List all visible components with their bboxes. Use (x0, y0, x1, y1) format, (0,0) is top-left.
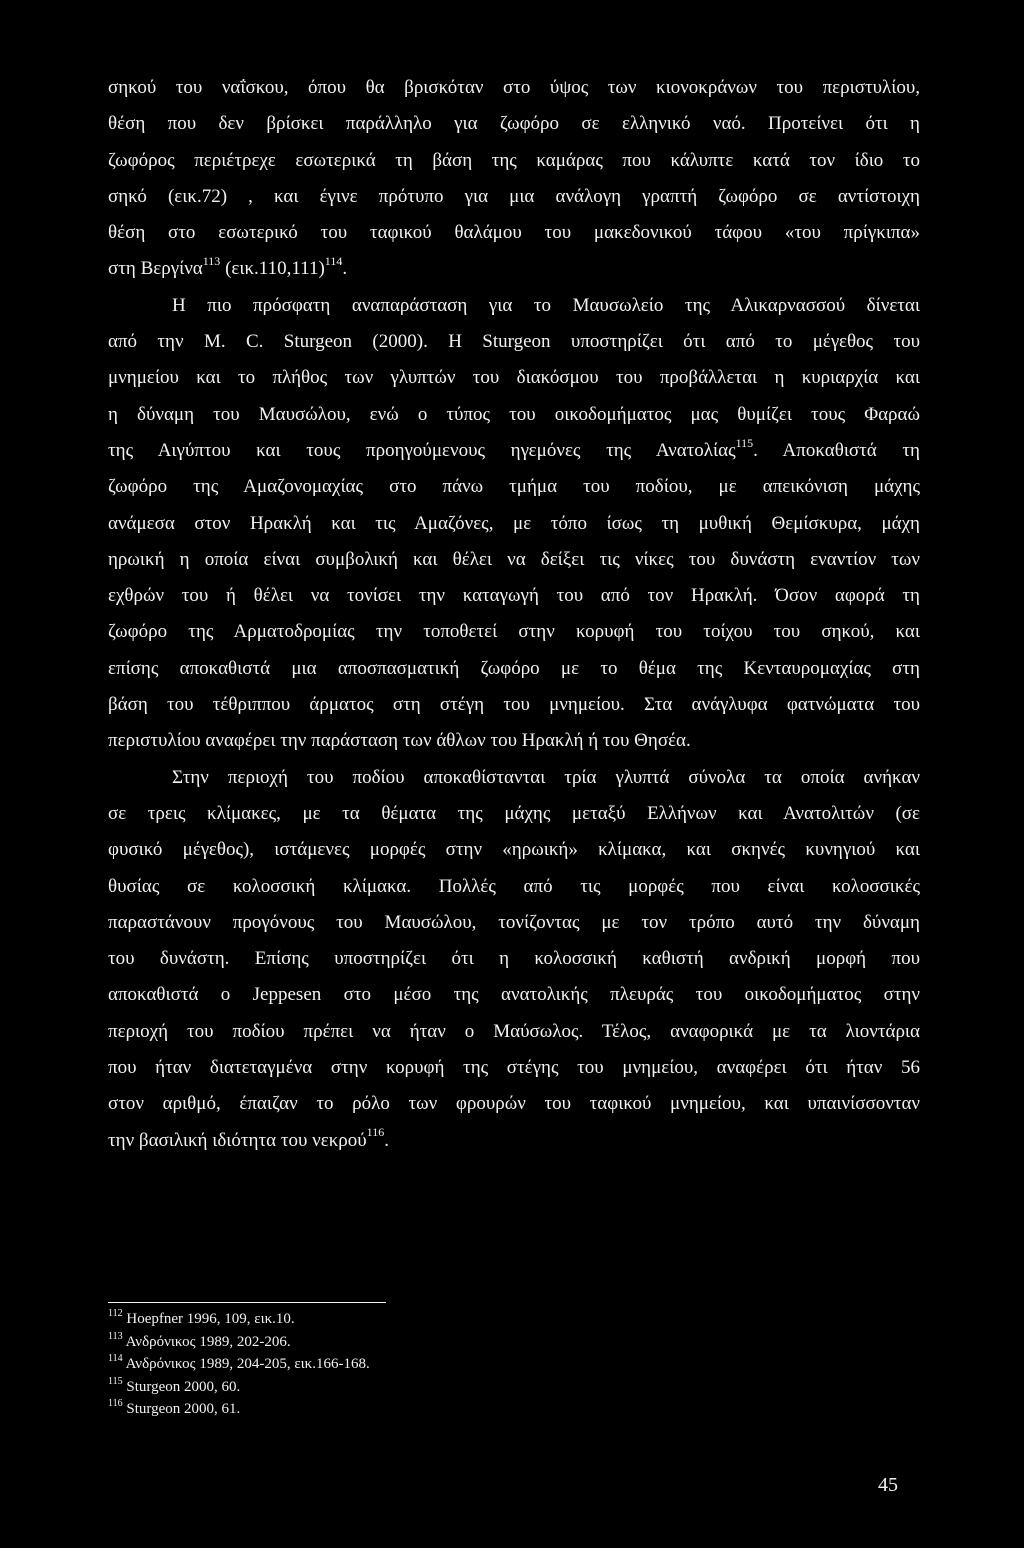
text-span: στη Βεργίνα (108, 258, 203, 280)
text-line (108, 1123, 920, 1159)
footnote-text: Ανδρόνικος 1989, 204-205, εικ.166-168. (122, 1356, 370, 1373)
text-line: σηκό (εικ.72) , και έγινε πρότυπο για μια ανάλογη γραπτή ζωφόρο σε αντίστοιχη (108, 185, 920, 207)
footnote-separator (108, 1302, 386, 1303)
footnote-ref: 114 (324, 254, 343, 269)
footnote-number: 116 (108, 1398, 123, 1410)
text-line: μνημείου και το πλήθος των γλυπτών του διακόσμου του προβάλλεται η κυριαρχία και (108, 367, 920, 389)
text-line: του δυνάστη. Επίσης υποστηρίζει ότι η κολοσσική καθιστή ανδρική μορφή που (108, 948, 920, 970)
footnote (108, 1331, 708, 1354)
body-text (108, 70, 920, 1159)
text-line: σηκού του ναΐσκου, όπου θα βρισκόταν στο ύψος των κιονοκράνων του περιστυλίου, (108, 77, 920, 98)
text-line: θέση στο εσωτερικό του ταφικού θαλάμου του μακεδονικού τάφου «του πρίγκιπα» (108, 222, 920, 244)
footnote-text: Sturgeon 2000, 60. (122, 1378, 241, 1395)
text-line: επίσης αποκαθιστά μια αποσπασματική ζωφόρο με το θέμα της Κενταυρομαχίας στη (108, 657, 920, 679)
text-line: από την Μ. C. Sturgeon (2000). Η Sturgeon υποστηρίζει ότι από το μέγεθος του (108, 331, 920, 353)
text-line: θυσίας σε κολοσσική κλίμακα. Πολλές από τις μορφές που είναι κολοσσικές (108, 875, 920, 897)
text-line: σε τρεις κλίμακες, με τα θέματα της μάχης μεταξύ Ελλήνων και Ανατολιτών (σε (108, 802, 920, 824)
text-line: στον αριθμό, έπαιζαν το ρόλο των φρουρών του ταφικού μνημείου, και υπαινίσσονταν (108, 1093, 920, 1115)
text-span: . (342, 258, 348, 280)
page-number: 45 (878, 1474, 898, 1496)
text-line: περιστυλίου αναφέρει την παράσταση των άθλων του Ηρακλή ή του Θησέα. (108, 730, 691, 752)
footnote-ref: 116 (366, 1125, 385, 1140)
text-line: εχθρών του ή θέλει να τονίσει την καταγωγή του από τον Ηρακλή. Όσον αφορά τη (108, 585, 920, 607)
footnote (108, 1376, 708, 1399)
text-span: (εικ.110,111) (220, 258, 325, 280)
text-line (108, 251, 920, 287)
footnote (108, 1353, 708, 1376)
text-line: ζωφόρο της Αρματοδρομίας την τοποθετεί στην κορυφή του τοίχου του σηκού, και (108, 621, 920, 643)
text-span: της Αιγύπτου και τους προηγούμενους ηγεμόνες της Ανατολίας (108, 439, 736, 461)
footnote (108, 1308, 708, 1331)
footnote-number: 113 (108, 1330, 123, 1342)
paragraph-first-line: Η πιο πρόσφατη αναπαράσταση για το Μαυσωλείο της Αλικαρνασσού δίνεται (172, 294, 920, 316)
text-line: θέση που δεν βρίσκει παράλληλο για ζωφόρο σε ελληνικό ναό. Προτείνει ότι η (108, 113, 920, 135)
text-span: . (384, 1129, 389, 1151)
text-line: ηρωική η οποία είναι συμβολική και θέλει να δείξει τις νίκες του δυνάστη εναντίον των (108, 548, 920, 570)
footnote-number: 115 (108, 1375, 123, 1387)
text-line: φυσικό μέγεθος), ιστάμενες μορφές στην «ηρωική» κλίμακα, και σκηνές κυνηγιού και (108, 839, 920, 861)
footnote-number: 114 (108, 1353, 123, 1365)
footnote-text: Hoepfner 1996, 109, εικ.10. (122, 1311, 295, 1327)
text-line: βάση του τέθριππου άρματος στη στέγη του μνημείου. Στα ανάγλυφα φατνώματα του (108, 694, 920, 716)
text-line: ζωφόρο της Αμαζονομαχίας στο πάνω τμήμα του ποδίου, με απεικόνιση μάχης (108, 476, 920, 498)
text-line: αποκαθιστά ο Jeppesen στο μέσο της ανατολικής πλευράς του οικοδομήματος στην (108, 984, 920, 1006)
text-line: περιοχή του ποδίου πρέπει να ήταν ο Μαύσωλος. Τέλος, αναφορικά με τα λιοντάρια (108, 1020, 920, 1042)
text-line: που ήταν διατεταγμένα στην κορυφή της στέγης του μνημείου, αναφέρει ότι ήταν 56 (108, 1057, 920, 1079)
footnote-ref: 115 (735, 435, 754, 450)
footnote-number: 112 (108, 1308, 123, 1319)
paragraph-first-line: Στην περιοχή του ποδίου αποκαθίστανται τρία γλυπτά σύνολα τα οποία ανήκαν (172, 766, 920, 788)
text-span: . Αποκαθιστά τη (753, 439, 920, 461)
footnotes (108, 1308, 708, 1421)
text-line: η δύναμη του Μαυσώλου, ενώ ο τύπος του οικοδομήματος μας θυμίζει τους Φαραώ (108, 403, 920, 425)
footnote (108, 1398, 708, 1421)
footnote-ref: 113 (202, 254, 221, 269)
text-line: ανάμεσα στον Ηρακλή και τις Αμαζόνες, με τόπο ίσως τη μυθική Θεμίσκυρα, μάχη (108, 512, 920, 534)
text-line: ζωφόρος περιέτρεχε εσωτερικά τη βάση της καμάρας που κάλυπτε κατά τον ίδιο το (108, 149, 920, 171)
text-line: παραστάνουν προγόνους του Μαυσώλου, τονίζοντας με τον τρόπο αυτό την δύναμη (108, 911, 920, 933)
text-line (108, 433, 920, 469)
footnote-text: Sturgeon 2000, 61. (122, 1401, 241, 1418)
text-span: την βασιλική ιδιότητα του νεκρού (108, 1129, 367, 1151)
footnote-text: Ανδρόνικος 1989, 202-206. (122, 1333, 291, 1350)
